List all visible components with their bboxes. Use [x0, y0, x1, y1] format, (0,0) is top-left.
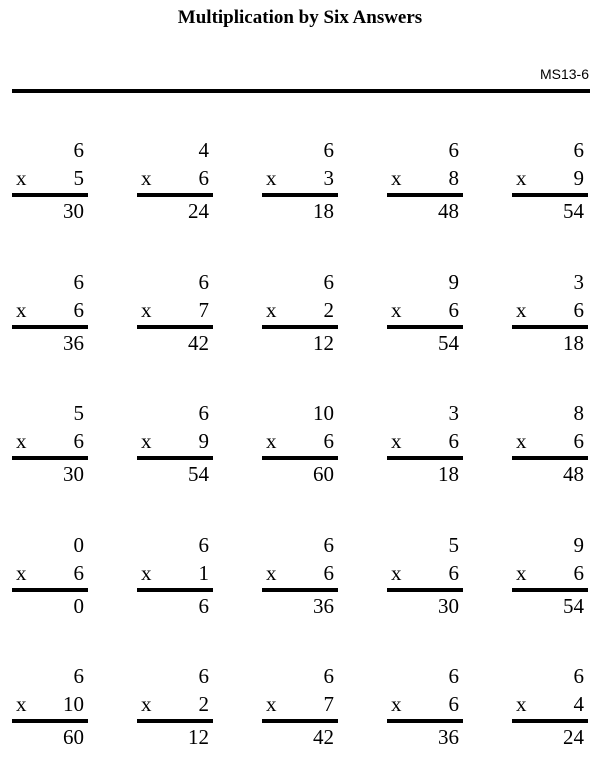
top-number: 6: [73, 664, 84, 688]
multiplier-number: 6: [198, 166, 209, 190]
worksheet-title: Multiplication by Six Answers: [177, 7, 423, 28]
top-number: 6: [73, 270, 84, 294]
top-number: 10: [313, 401, 334, 425]
problem-item: [137, 664, 213, 772]
answer-line: [512, 588, 588, 592]
top-number: 4: [198, 138, 209, 162]
answer-number: 30: [63, 462, 84, 486]
multiply-sign: x: [16, 692, 27, 716]
answer-number: 24: [188, 199, 209, 223]
multiplier-number: 10: [63, 692, 84, 716]
multiply-sign: x: [266, 561, 277, 585]
problem-item: [387, 270, 463, 378]
multiply-sign: x: [391, 561, 402, 585]
answer-number: 36: [63, 331, 84, 355]
answer-number: 60: [313, 462, 334, 486]
multiplier-number: 7: [323, 692, 334, 716]
problem-item: [387, 138, 463, 246]
top-number: 6: [323, 664, 334, 688]
multiply-sign: x: [16, 298, 27, 322]
answer-number: 18: [313, 199, 334, 223]
multiplier-number: 6: [323, 561, 334, 585]
multiply-sign: x: [391, 166, 402, 190]
top-number: 6: [323, 533, 334, 557]
multiplier-number: 6: [573, 429, 584, 453]
answer-number: 54: [563, 594, 584, 618]
problem-item: [387, 533, 463, 641]
multiplier-number: 6: [73, 429, 84, 453]
multiplier-number: 6: [448, 429, 459, 453]
multiplier-number: 6: [573, 298, 584, 322]
problem-item: [262, 664, 338, 772]
multiplier-number: 6: [573, 561, 584, 585]
answer-line: [512, 193, 588, 197]
multiplier-number: 6: [448, 561, 459, 585]
answer-line: [387, 325, 463, 329]
multiply-sign: x: [516, 692, 527, 716]
answer-line: [387, 456, 463, 460]
multiply-sign: x: [391, 692, 402, 716]
answer-number: 12: [313, 331, 334, 355]
answer-number: 0: [73, 594, 84, 618]
top-number: 6: [573, 138, 584, 162]
multiply-sign: x: [516, 166, 527, 190]
answer-line: [512, 456, 588, 460]
top-number: 3: [573, 270, 584, 294]
answer-number: 18: [438, 462, 459, 486]
answer-line: [262, 588, 338, 592]
top-number: 9: [573, 533, 584, 557]
answer-line: [387, 193, 463, 197]
problem-item: [12, 533, 88, 641]
top-number: 6: [448, 664, 459, 688]
answer-line: [512, 719, 588, 723]
multiply-sign: x: [16, 429, 27, 453]
answer-line: [387, 588, 463, 592]
top-number: 6: [198, 533, 209, 557]
multiply-sign: x: [516, 298, 527, 322]
problem-item: [512, 270, 588, 378]
multiplier-number: 9: [198, 429, 209, 453]
answer-line: [262, 719, 338, 723]
problem-item: [137, 138, 213, 246]
multiply-sign: x: [141, 166, 152, 190]
top-number: 6: [198, 401, 209, 425]
answer-line: [12, 325, 88, 329]
answer-number: 6: [198, 594, 209, 618]
problem-item: [387, 664, 463, 772]
problem-item: [512, 533, 588, 641]
answer-number: 48: [438, 199, 459, 223]
multiplier-number: 6: [323, 429, 334, 453]
problem-item: [262, 270, 338, 378]
top-number: 6: [73, 138, 84, 162]
answer-line: [137, 325, 213, 329]
answer-number: 54: [563, 199, 584, 223]
answer-line: [387, 719, 463, 723]
multiply-sign: x: [141, 298, 152, 322]
answer-number: 18: [563, 331, 584, 355]
top-number: 9: [448, 270, 459, 294]
problem-item: [387, 401, 463, 509]
problem-item: [12, 401, 88, 509]
problem-item: [262, 533, 338, 641]
multiplier-number: 5: [73, 166, 84, 190]
top-number: 8: [573, 401, 584, 425]
top-number: 6: [198, 664, 209, 688]
problem-item: [262, 138, 338, 246]
answer-line: [137, 588, 213, 592]
top-number: 6: [573, 664, 584, 688]
problem-item: [512, 664, 588, 772]
multiplier-number: 7: [198, 298, 209, 322]
multiplier-number: 6: [73, 298, 84, 322]
top-number: 5: [448, 533, 459, 557]
top-number: 6: [198, 270, 209, 294]
top-number: 6: [323, 270, 334, 294]
multiplier-number: 1: [198, 561, 209, 585]
answer-number: 30: [438, 594, 459, 618]
top-number: 6: [448, 138, 459, 162]
answer-number: 36: [313, 594, 334, 618]
answer-number: 30: [63, 199, 84, 223]
multiplier-number: 6: [448, 692, 459, 716]
multiplier-number: 9: [573, 166, 584, 190]
answer-line: [137, 719, 213, 723]
answer-line: [137, 456, 213, 460]
answer-line: [262, 193, 338, 197]
worksheet-code: MS13-6: [539, 66, 589, 82]
answer-number: 12: [188, 725, 209, 749]
multiplier-number: 2: [323, 298, 334, 322]
multiply-sign: x: [141, 429, 152, 453]
problem-item: [137, 401, 213, 509]
answer-number: 36: [438, 725, 459, 749]
answer-number: 48: [563, 462, 584, 486]
multiply-sign: x: [516, 429, 527, 453]
multiply-sign: x: [16, 166, 27, 190]
top-number: 6: [323, 138, 334, 162]
multiply-sign: x: [141, 561, 152, 585]
answer-line: [262, 325, 338, 329]
answer-number: 24: [563, 725, 584, 749]
problem-item: [262, 401, 338, 509]
answer-line: [12, 719, 88, 723]
multiplier-number: 6: [73, 561, 84, 585]
multiply-sign: x: [266, 166, 277, 190]
multiply-sign: x: [266, 298, 277, 322]
top-number: 3: [448, 401, 459, 425]
answer-number: 60: [63, 725, 84, 749]
multiply-sign: x: [516, 561, 527, 585]
problem-item: [12, 664, 88, 772]
multiply-sign: x: [16, 561, 27, 585]
answer-number: 42: [313, 725, 334, 749]
answer-line: [512, 325, 588, 329]
multiplier-number: 8: [448, 166, 459, 190]
top-number: 0: [73, 533, 84, 557]
multiplier-number: 2: [198, 692, 209, 716]
top-number: 5: [73, 401, 84, 425]
answer-number: 54: [188, 462, 209, 486]
answer-line: [137, 193, 213, 197]
answer-line: [12, 588, 88, 592]
multiplier-number: 3: [323, 166, 334, 190]
problem-item: [137, 533, 213, 641]
multiplier-number: 4: [573, 692, 584, 716]
answer-number: 42: [188, 331, 209, 355]
problem-item: [12, 138, 88, 246]
answer-line: [12, 456, 88, 460]
multiply-sign: x: [391, 298, 402, 322]
answer-line: [12, 193, 88, 197]
problem-item: [12, 270, 88, 378]
multiplier-number: 6: [448, 298, 459, 322]
problem-item: [512, 138, 588, 246]
multiply-sign: x: [391, 429, 402, 453]
problem-item: [137, 270, 213, 378]
problem-item: [512, 401, 588, 509]
multiply-sign: x: [266, 692, 277, 716]
answer-number: 54: [438, 331, 459, 355]
answer-line: [262, 456, 338, 460]
multiply-sign: x: [141, 692, 152, 716]
multiply-sign: x: [266, 429, 277, 453]
